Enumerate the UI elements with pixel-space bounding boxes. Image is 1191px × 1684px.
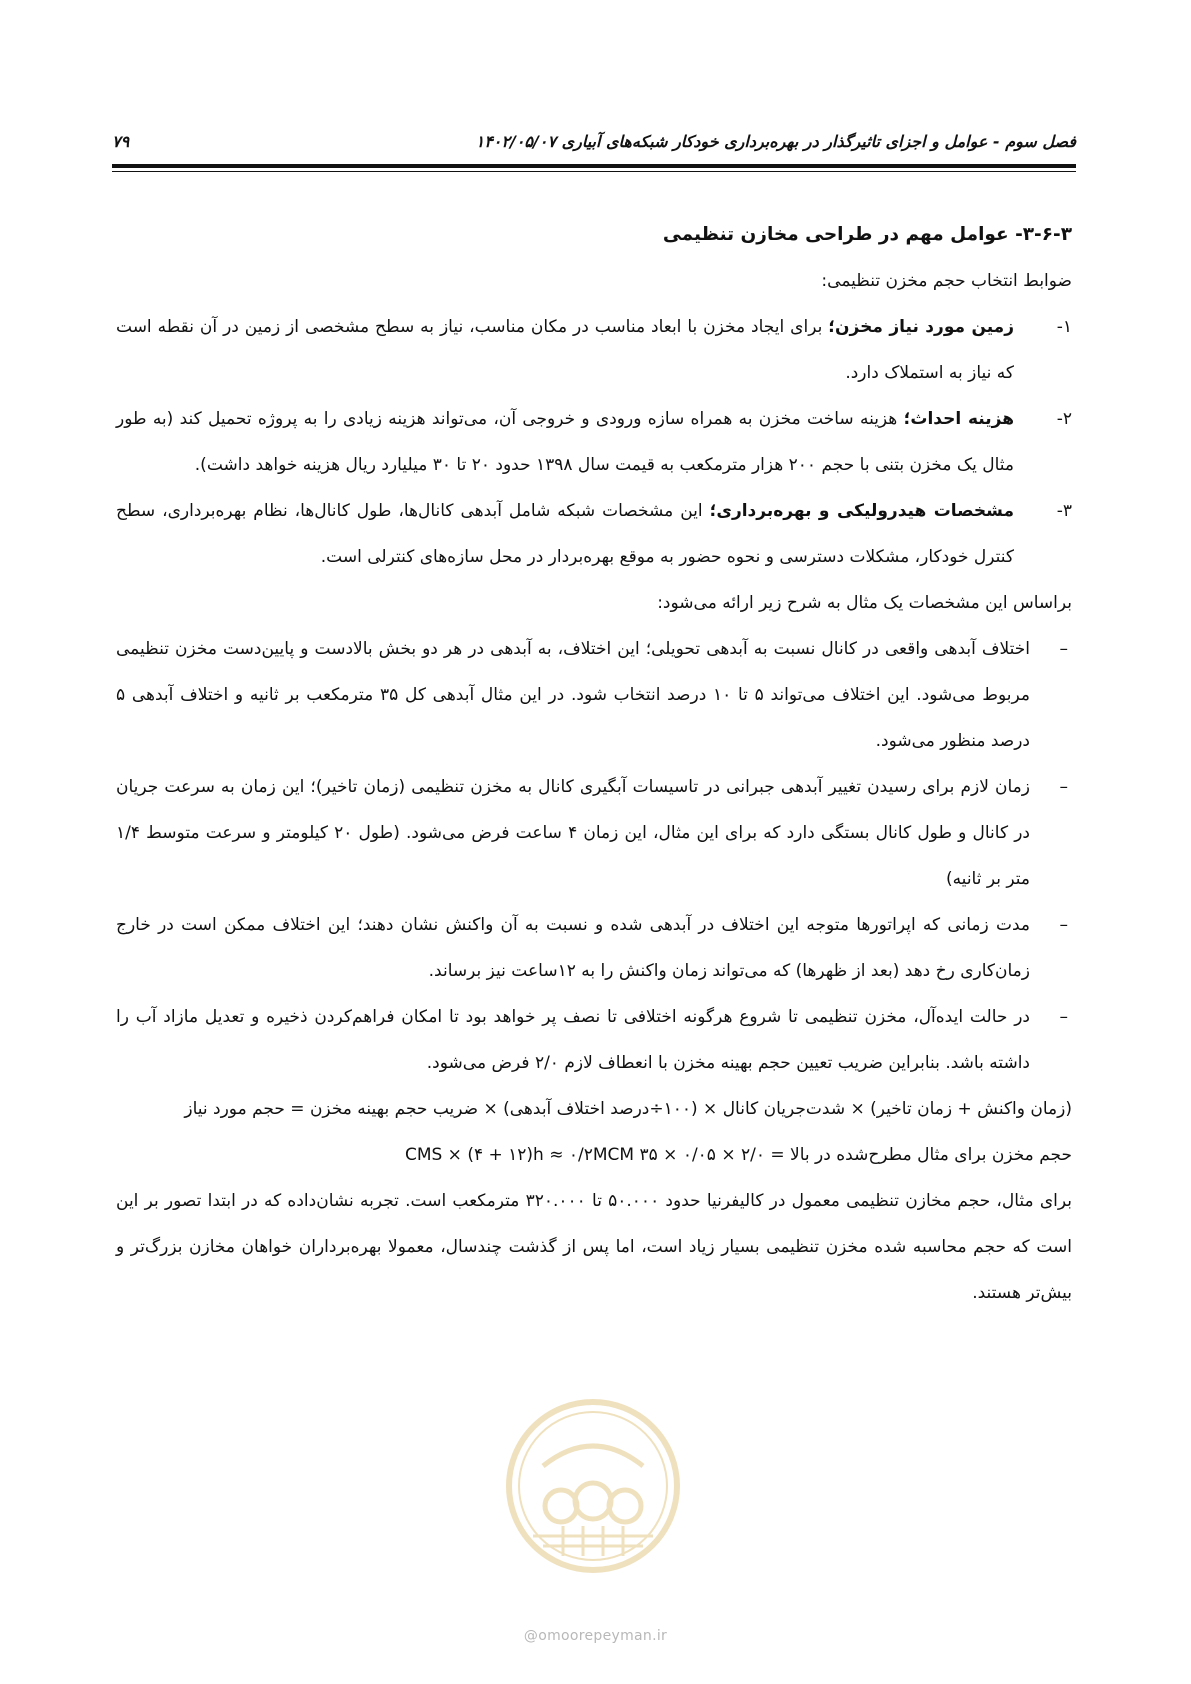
- chapter-title: فصل سوم - عوامل و اجزای تاثیرگذار در بهره‌برداری خودکار شبکه‌های آبیاری ۱۴۰۲/۰۵/۰۷: [475, 132, 1076, 151]
- example-intro: براساس این مشخصات یک مثال به شرح زیر ارائه می‌شود:: [657, 593, 1072, 613]
- header-rule-thin: [112, 171, 1076, 172]
- item-lead: هزینه احداث؛: [903, 409, 1014, 429]
- dash-item-1: [116, 626, 1072, 764]
- formula-example: حجم مخزن برای مثال مطرح‌شده در بالا = ۲/۰ × ۰/۰۵ × ۳۵ CMS × (۴ + ۱۲)h ≈ ۰/۲MCM: [404, 1145, 1072, 1165]
- page-body: [116, 212, 1072, 1316]
- item-marker: ۱-: [1056, 317, 1072, 337]
- section-heading: ۳-۶-۳- عوامل مهم در طراحی مخازن تنظیمی: [662, 224, 1072, 245]
- intro-paragraph: ضوابط انتخاب حجم مخزن تنظیمی:: [821, 271, 1072, 291]
- closing-paragraph: برای مثال، حجم مخازن تنظیمی معمول در کالیفرنیا حدود ۵۰.۰۰۰ تا ۳۲۰.۰۰۰ مترمکعب است. تجربه نشان‌داده که در ابتدا تصور بر این است که حجم محاسبه شده مخزن تنظیمی بسیار زیاد است، اما پس از گذشت چندسال، معمولا بهره‌برداران خواهان مخازن بزرگ‌تر و بیش‌تر هستند.: [116, 1191, 1073, 1303]
- watermark-site: @omoorepeyman.ir: [523, 1628, 668, 1644]
- dash-item-3: [116, 902, 1072, 994]
- numbered-item-1: [116, 304, 1072, 396]
- item-lead: زمین مورد نیاز مخزن؛: [828, 317, 1014, 337]
- page-number: ۷۹: [112, 132, 130, 151]
- dash-text: مدت زمانی که اپراتورها متوجه این اختلاف در آبدهی شده و نسبت به آن واکنش نشان دهند؛ این اختلاف ممکن است در خارج زمان‌کاری رخ دهد (بعد از ظهرها) که می‌تواند زمان واکنش را به ۱۲ساعت نیز برساند.: [116, 915, 1030, 981]
- formula-general: (زمان واکنش + زمان تاخیر) × شدت‌جریان کانال × (۱۰۰÷درصد اختلاف آبدهی) × ضریب حجم بهینه مخزن = حجم مورد نیاز: [184, 1099, 1072, 1119]
- numbered-item-2: [116, 396, 1072, 488]
- dash-text: زمان لازم برای رسیدن تغییر آبدهی جبرانی در تاسیسات آبگیری کانال به مخزن تنظیمی (زمان تاخیر)؛ این زمان به سرعت جریان در کانال و طول کانال بستگی دارد که برای این مثال، این زمان ۴ ساعت فرض می‌شود. (طول ۲۰ کیلومتر و سرعت متوسط ۱/۴ متر بر ثانیه): [116, 777, 1030, 889]
- item-text: برای ایجاد مخزن با ابعاد مناسب در مکان مناسب، نیاز به سطح مشخصی از زمین در آن نقطه است که نیاز به استملاک دارد.: [116, 317, 1014, 383]
- dash-marker: –: [1059, 915, 1068, 935]
- item-text: این مشخصات شبکه شامل آبدهی کانال‌ها، طول کانال‌ها، نظام بهره‌برداری، سطح کنترل خودکار، مشکلات دسترسی و نحوه حضور به موقع بهره‌بردار در محل سازه‌های کنترلی است.: [116, 501, 1014, 567]
- dash-marker: –: [1059, 777, 1068, 797]
- dash-text: در حالت ایده‌آل، مخزن تنظیمی تا شروع هرگونه اختلافی تا نصف پر خواهد بود تا امکان فراهم‌کردن ذخیره و تعدیل مازاد آب را داشته باشد. بنابراین ضریب تعیین حجم بهینه مخزن با انعطاف لازم ۲/۰ فرض می‌شود.: [116, 1007, 1030, 1073]
- header-rule-thick: [112, 164, 1076, 168]
- dash-item-4: [116, 994, 1072, 1086]
- item-text: هزینه ساخت مخزن به همراه سازه ورودی و خروجی آن، می‌تواند هزینه زیادی را به پروژه تحمیل کند (به طور مثال یک مخزن بتنی با حجم ۲۰۰ هزار مترمکعب به قیمت سال ۱۳۹۸ حدود ۲۰ تا ۳۰ میلیارد ریال هزینه خواهد داشت).: [116, 409, 1014, 475]
- dash-item-2: [116, 764, 1072, 902]
- page-header: [112, 128, 1076, 158]
- item-marker: ۳-: [1056, 501, 1072, 521]
- watermark-stamp-icon: [503, 1396, 683, 1576]
- dash-marker: –: [1059, 639, 1068, 659]
- dash-text: اختلاف آبدهی واقعی در کانال نسبت به آبدهی تحویلی؛ این اختلاف، به آبدهی در هر دو بخش بالادست و پایین‌دست مخزن تنظیمی مربوط می‌شود. این اختلاف می‌تواند ۵ تا ۱۰ درصد انتخاب شود. در این مثال آبدهی کل ۳۵ مترمکعب بر ثانیه و اختلاف آبدهی ۵ درصد منظور می‌شود.: [116, 639, 1031, 751]
- dash-marker: –: [1059, 1007, 1068, 1027]
- item-marker: ۲-: [1056, 409, 1072, 429]
- item-lead: مشخصات هیدرولیکی و بهره‌برداری؛: [709, 501, 1014, 521]
- numbered-item-3: [116, 488, 1072, 580]
